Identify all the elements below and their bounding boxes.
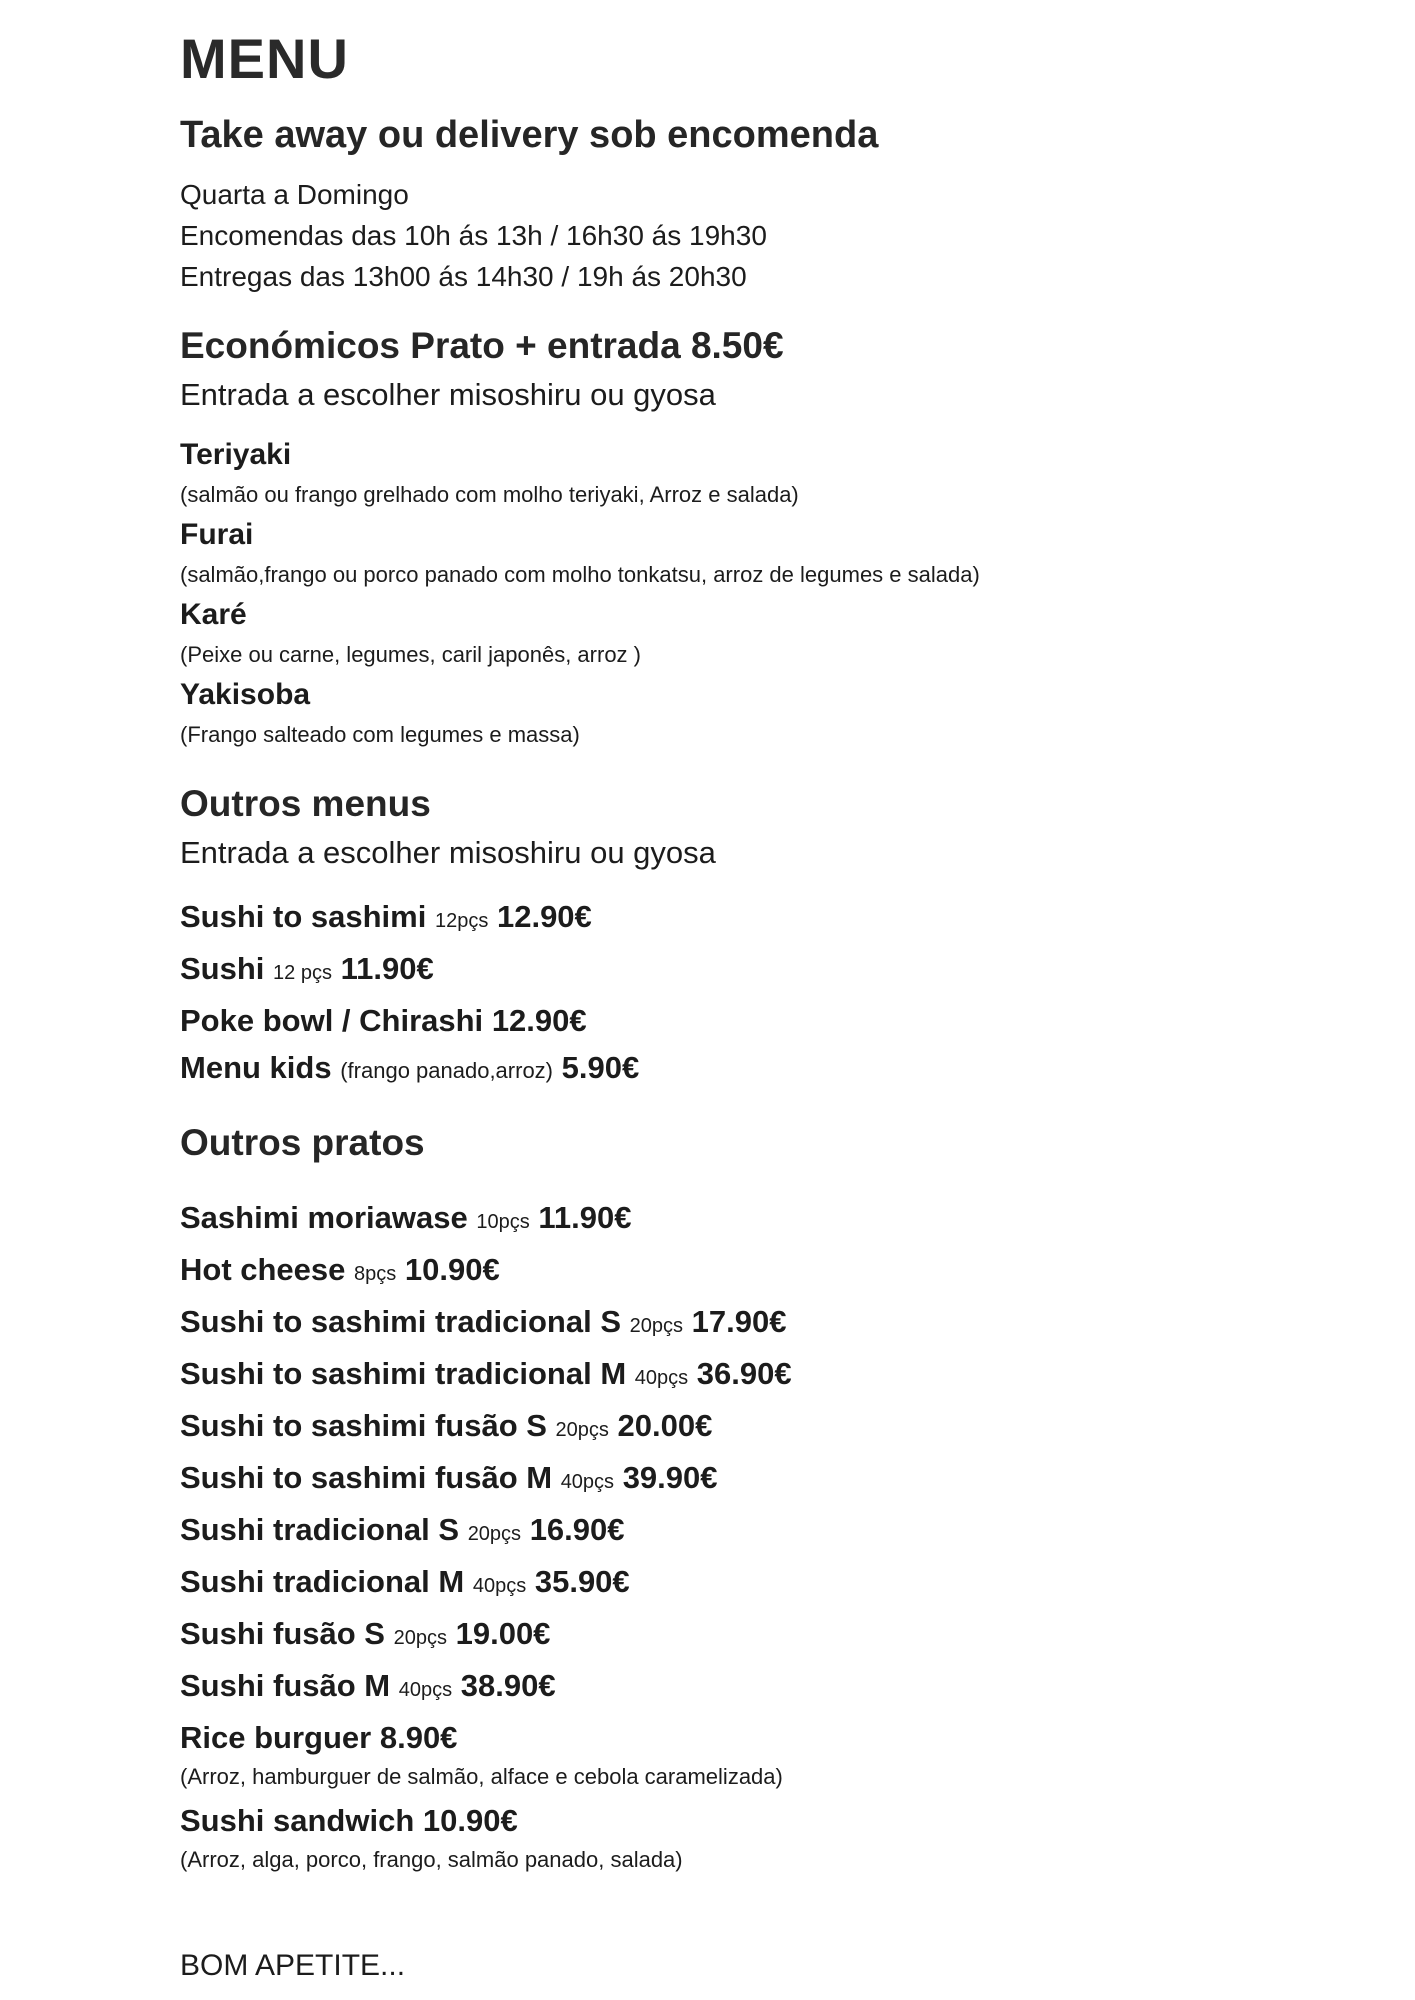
item-quantity: 20pçs	[393, 1627, 447, 1649]
item-price: 35.90€	[534, 1564, 630, 1599]
item-description: (Arroz, alga, porco, frango, salmão panado, salada)	[180, 1847, 683, 1872]
menu-item	[180, 1350, 1360, 1402]
section-outros-pratos	[180, 1118, 1360, 1876]
dish-name: Karé	[180, 598, 247, 631]
dish-item	[180, 515, 1360, 595]
item-quantity: 20pçs	[629, 1315, 683, 1337]
item-name: Menu kids	[180, 1050, 332, 1085]
menu-item	[180, 1454, 1360, 1506]
item-price: 20.00€	[617, 1408, 713, 1443]
dish-item	[180, 675, 1360, 755]
item-price: 19.00€	[455, 1616, 551, 1651]
item-quantity: 40pçs	[634, 1367, 689, 1389]
item-price: 5.90€	[561, 1050, 640, 1085]
page-subtitle: Take away ou delivery sob encomenda	[180, 114, 879, 156]
item-description: (Arroz, hamburguer de salmão, alface e cebola caramelizada)	[180, 1764, 783, 1789]
item-name: Sushi	[180, 951, 265, 986]
item-quantity: 40pçs	[398, 1679, 453, 1701]
item-price: 11.90€	[340, 951, 434, 986]
item-name: Sushi to sashimi fusão S	[180, 1408, 547, 1443]
menu-item	[180, 945, 1360, 997]
section-economicos	[180, 321, 1360, 755]
menu-item	[180, 1506, 1360, 1558]
item-name: Sashimi moriawase	[180, 1200, 468, 1235]
item-quantity: 12 pçs	[273, 962, 332, 984]
section-note-economicos: Entrada a escolher misoshiru ou gyosa	[180, 377, 716, 412]
menu-page	[180, 22, 1360, 1986]
opening-info	[180, 174, 1360, 297]
item-quantity: 10pçs	[476, 1211, 530, 1233]
item-extra: (frango panado,arroz)	[340, 1058, 554, 1083]
item-name: Sushi fusão M	[180, 1668, 391, 1703]
item-name: Sushi tradicional M	[180, 1564, 465, 1599]
menu-item	[180, 893, 1360, 945]
menu-item	[180, 1558, 1360, 1610]
menu-item	[180, 1402, 1360, 1454]
item-price: 12.90€	[491, 1003, 587, 1038]
item-quantity: 12pçs	[434, 910, 489, 932]
dish-name: Yakisoba	[180, 678, 311, 711]
menu-item	[180, 1662, 1360, 1714]
item-price: 16.90€	[529, 1512, 625, 1547]
dish-item	[180, 595, 1360, 675]
item-quantity: 40pçs	[472, 1575, 527, 1597]
item-name: Sushi to sashimi	[180, 899, 427, 934]
info-delivery-hours: Entregas das 13h00 ás 14h30 / 19h ás 20h30	[180, 261, 747, 292]
dish-description: (salmão,frango ou porco panado com molho tonkatsu, arroz de legumes e salada)	[180, 562, 980, 587]
item-name: Sushi to sashimi tradicional M	[180, 1356, 627, 1391]
page-title: MENU	[180, 27, 349, 90]
item-price: 10.90€	[404, 1252, 500, 1287]
item-quantity: 20pçs	[555, 1419, 609, 1441]
footer-text: BOM APETITE...	[180, 1949, 406, 1982]
info-orders-hours: Encomendas das 10h ás 13h / 16h30 ás 19h30	[180, 220, 767, 251]
item-price: 12.90€	[496, 899, 592, 934]
item-name: Poke bowl / Chirashi	[180, 1003, 484, 1038]
item-name: Sushi tradicional S	[180, 1512, 460, 1547]
item-price: 17.90€	[691, 1304, 787, 1339]
menu-item	[180, 1194, 1360, 1246]
menu-item	[180, 1610, 1360, 1662]
dish-item	[180, 435, 1360, 515]
dish-description: (salmão ou frango grelhado com molho teriyaki, Arroz e salada)	[180, 482, 799, 507]
item-price: 38.90€	[460, 1668, 556, 1703]
menu-item	[180, 1298, 1360, 1350]
outros-pratos-list	[180, 1194, 1360, 1876]
item-name: Rice burguer	[180, 1720, 372, 1755]
dish-description: (Peixe ou carne, legumes, caril japonês, arroz )	[180, 642, 641, 667]
item-quantity: 40pçs	[560, 1471, 615, 1493]
item-name: Sushi fusão S	[180, 1616, 385, 1651]
section-note-outros-menus: Entrada a escolher misoshiru ou gyosa	[180, 835, 716, 870]
section-heading-outros-pratos: Outros pratos	[180, 1122, 425, 1163]
item-name: Hot cheese	[180, 1252, 346, 1287]
item-name: Sushi to sashimi tradicional S	[180, 1304, 621, 1339]
item-name: Sushi to sashimi fusão M	[180, 1460, 553, 1495]
item-price: 11.90€	[538, 1200, 632, 1235]
section-heading-outros-menus: Outros menus	[180, 783, 431, 824]
item-quantity: 20pçs	[467, 1523, 522, 1545]
dish-description: (Frango salteado com legumes e massa)	[180, 722, 580, 747]
item-price: 39.90€	[622, 1460, 718, 1495]
section-outros-menus	[180, 779, 1360, 1094]
menu-item	[180, 1044, 1360, 1094]
item-quantity: 8pçs	[354, 1263, 397, 1285]
info-days: Quarta a Domingo	[180, 179, 409, 210]
outros-menus-list	[180, 893, 1360, 1094]
item-price: 8.90€	[379, 1720, 458, 1755]
dish-name: Teriyaki	[180, 438, 292, 471]
item-price: 36.90€	[696, 1356, 792, 1391]
menu-item	[180, 1714, 1360, 1761]
menu-item	[180, 997, 1360, 1044]
dish-name: Furai	[180, 518, 254, 551]
menu-item	[180, 1246, 1360, 1298]
section-heading-economicos: Económicos Prato + entrada 8.50€	[180, 325, 784, 366]
item-price: 10.90€	[422, 1803, 518, 1838]
item-name: Sushi sandwich	[180, 1803, 415, 1838]
menu-item	[180, 1797, 1360, 1844]
